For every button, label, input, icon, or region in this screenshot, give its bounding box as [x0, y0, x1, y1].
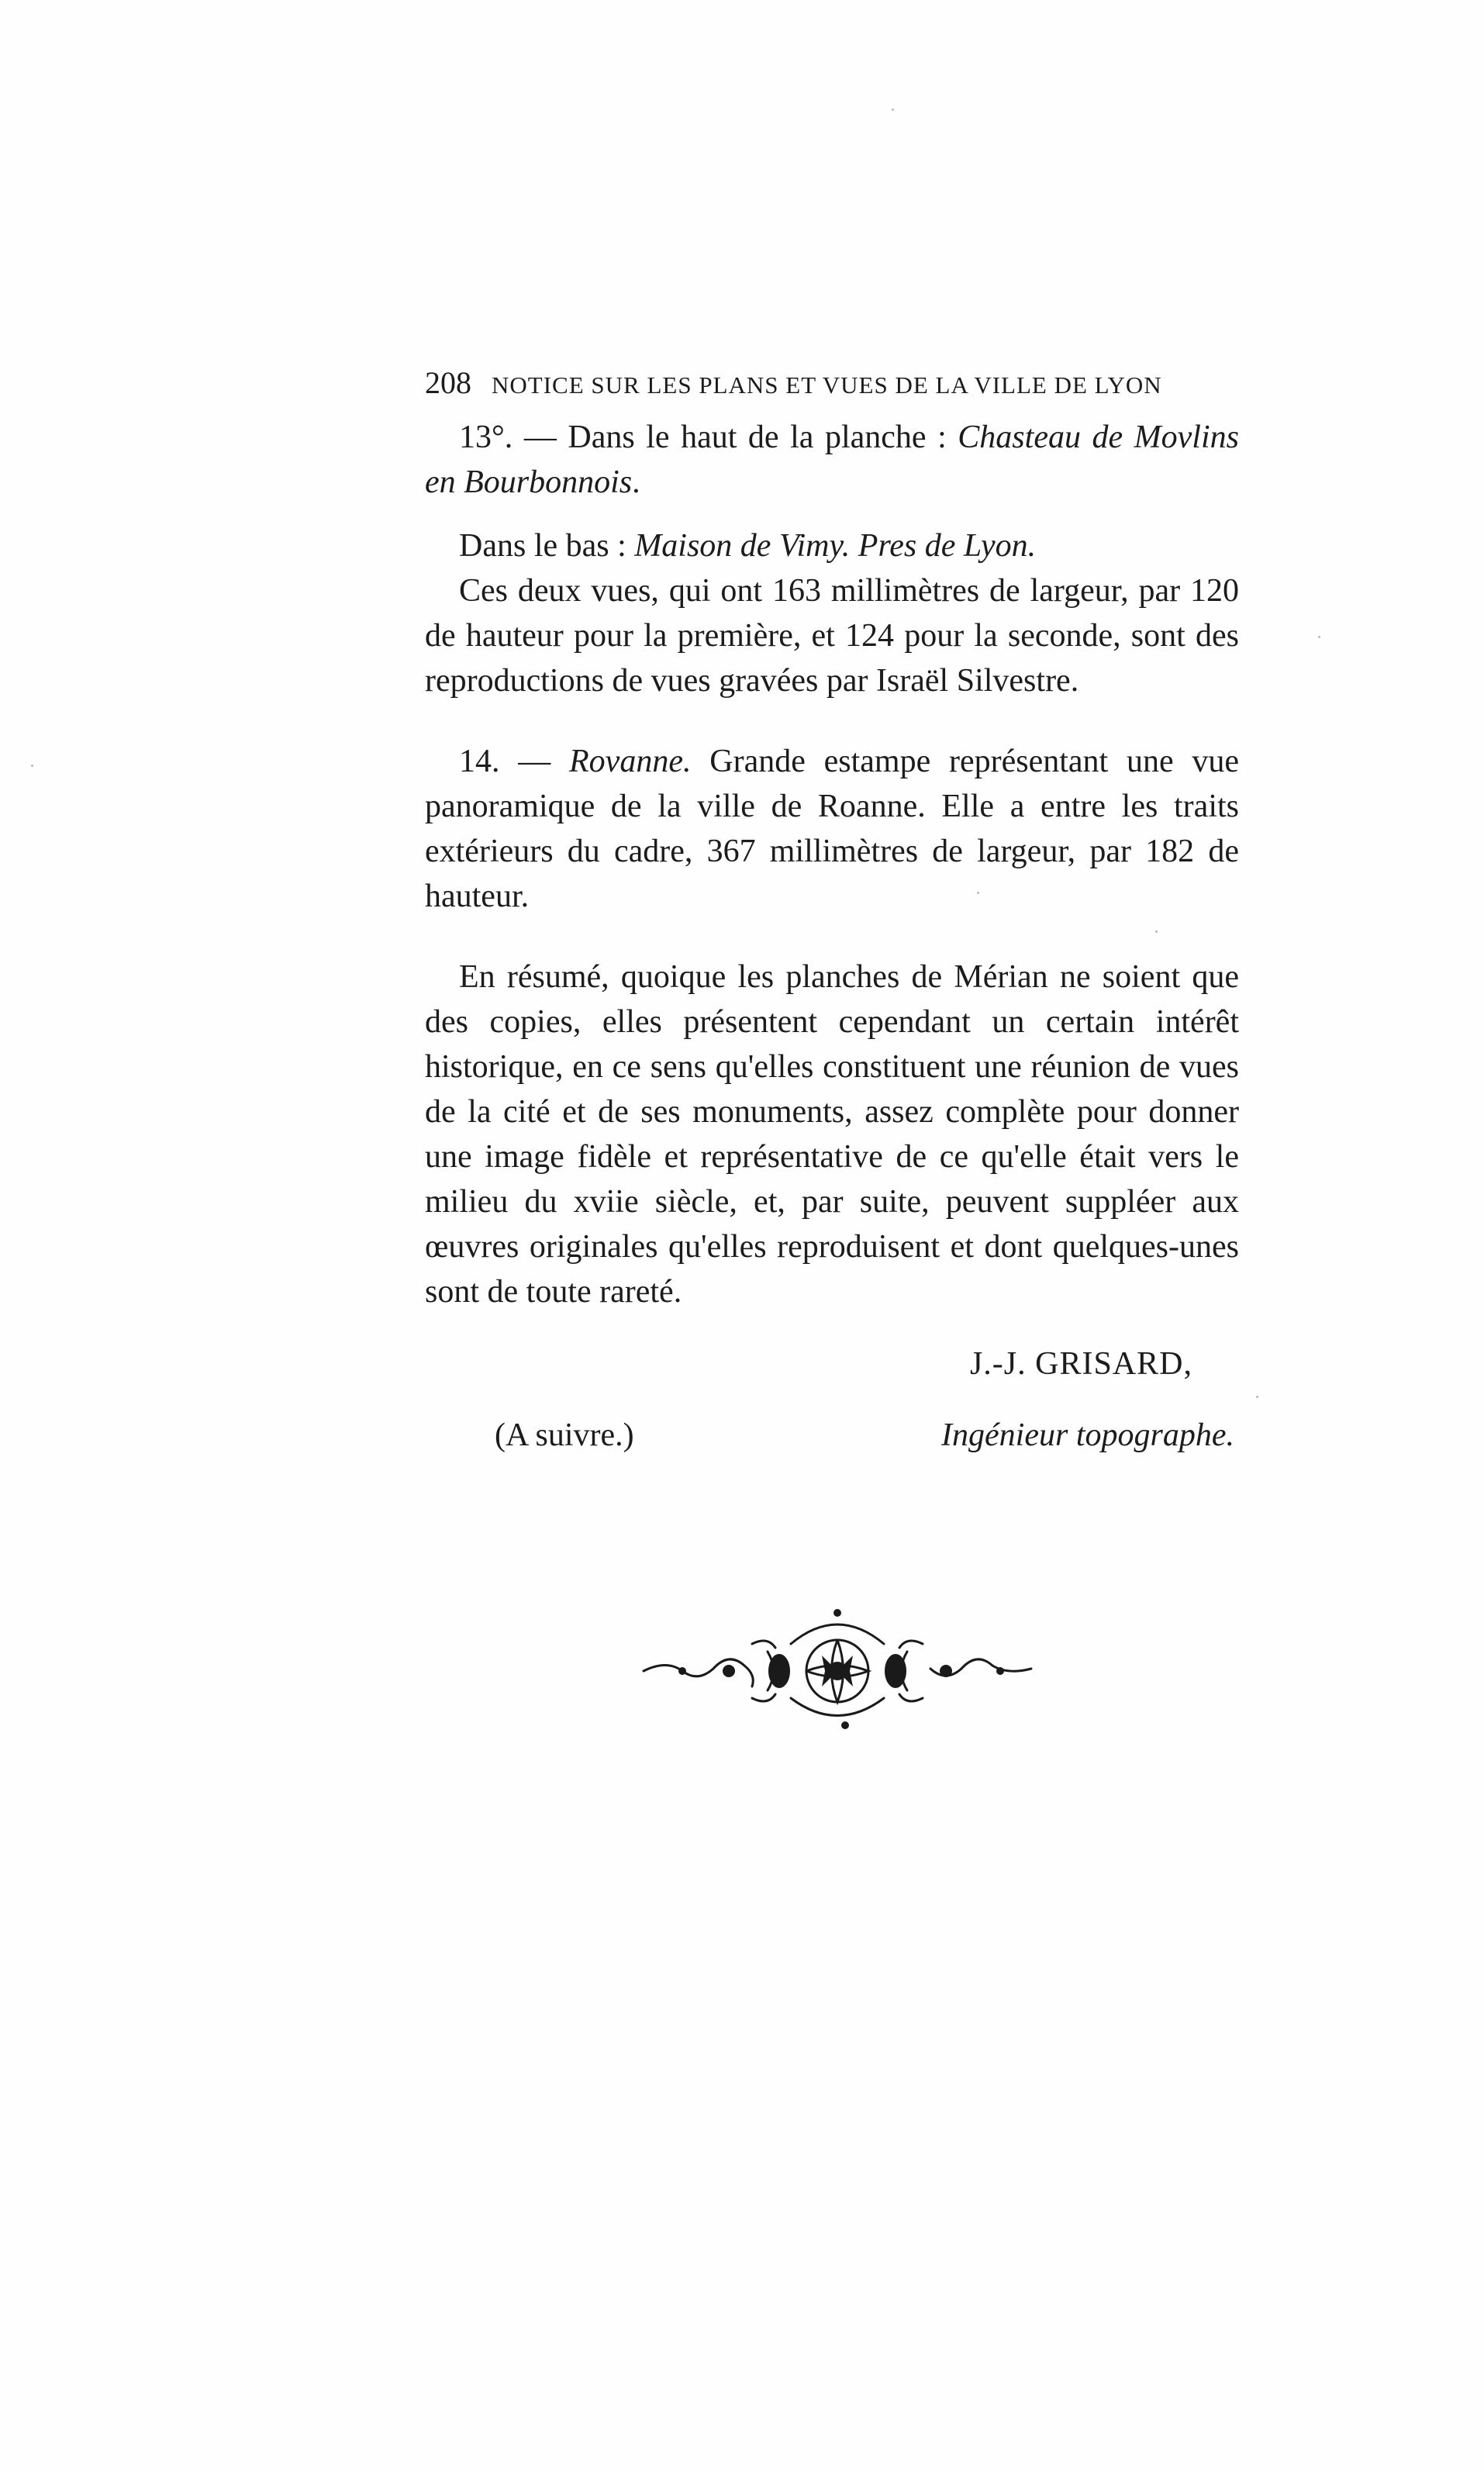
paragraph-14-title: Rovanne. — [569, 744, 692, 779]
paragraph-14-text: Grande estampe représentant une vue panoramique de la ville de Roanne. Elle a entre les traits extérieurs du cadre, 367 millimètres de largeur, par 182 de hauteur. — [425, 744, 1240, 914]
paper-speck — [1318, 636, 1320, 638]
running-title: NOTICE SUR LES PLANS ET VUES DE LA VILLE DE LYON — [492, 371, 1162, 399]
signature — [425, 1345, 1239, 1383]
paper-speck — [977, 892, 979, 894]
paper-speck — [1256, 1396, 1258, 1398]
paragraph-13-bas-lead: Dans le bas : — [459, 528, 635, 564]
paper-speck — [31, 765, 33, 767]
to-be-continued: (A suivre.) — [495, 1417, 634, 1453]
paragraph-13-lead: 13°. — Dans le haut de la planche : — [459, 419, 958, 455]
paragraph-14-lead: 14. — — [459, 744, 570, 779]
closing-row — [425, 1417, 1239, 1454]
signature-name: J.-J. GRISARD, — [969, 1346, 1192, 1382]
running-header — [425, 364, 1239, 401]
floral-vignette-icon — [636, 1597, 1039, 1737]
paper-speck — [892, 109, 894, 111]
paper-speck — [1155, 930, 1158, 933]
page-body — [425, 364, 1239, 1454]
paragraph-14 — [425, 739, 1239, 919]
page-number: 208 — [425, 365, 471, 400]
paragraph-13 — [425, 415, 1239, 505]
paragraph-13-title: Chasteau de Movlins en Bourbonnois — [425, 419, 1239, 500]
paragraph-13-bas — [425, 523, 1239, 568]
paragraph-13-end: . — [632, 464, 640, 500]
paragraph-resume: En résumé, quoique les planches de Mérian ne soient que des copies, elles présentent cependant un certain intérêt historique, en ce sens qu'elles constituent une réunion de vues de la cité et de ses monuments, assez complète pour donner une image fidèle et représentative de ce qu'elle était vers le milieu du xviie siècle, et, par suite, peuvent suppléer aux œuvres originales qu'elles reproduisent et dont quelques-unes sont de toute rareté. — [425, 959, 1239, 1310]
paragraph-13-bas-title: Maison de Vimy. Pres de Lyon. — [634, 528, 1037, 564]
paragraph-13-description: Ces deux vues, qui ont 163 millimètres de largeur, par 120 de hauteur pour la première, et 124 pour la seconde, sont des reproductions de vues gravées par Israël Silvestre. — [425, 573, 1239, 699]
signature-role: Ingénieur topographe. — [941, 1417, 1234, 1453]
